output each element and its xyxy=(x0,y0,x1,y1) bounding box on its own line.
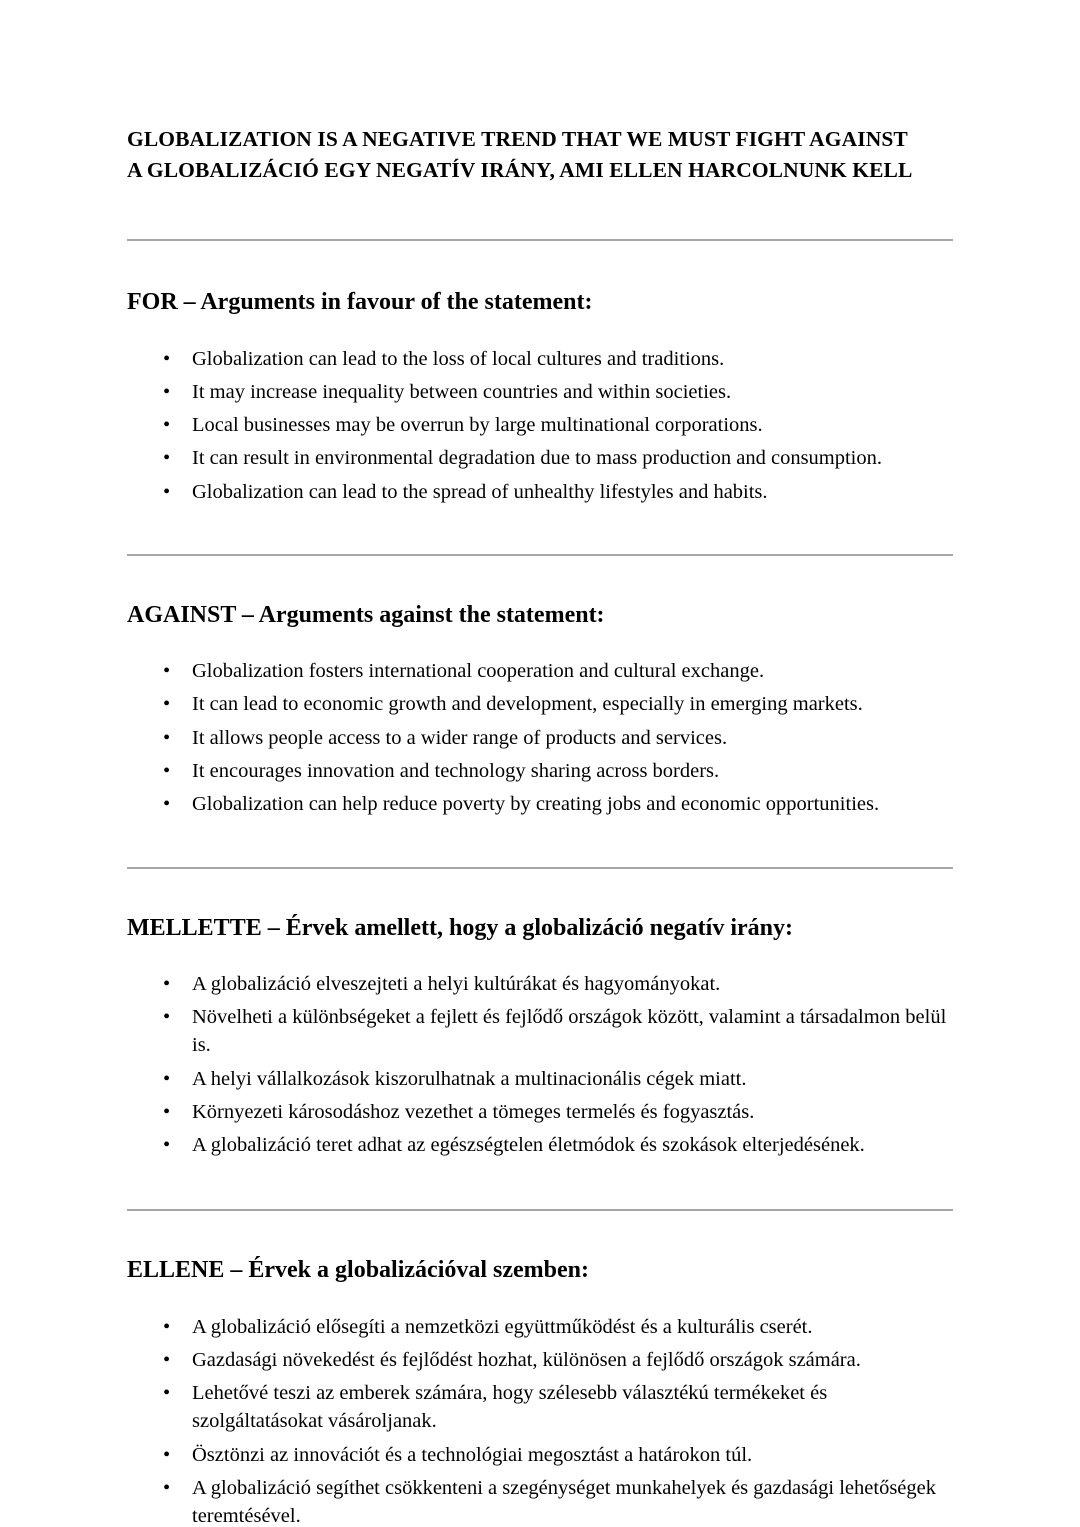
list-item-text: Növelheti a különbségeket a fejlett és fejlődő országok között, valamint a társadalmon belül is. xyxy=(192,1006,947,1057)
document-content xyxy=(127,0,953,1527)
bullet-icon: • xyxy=(163,759,171,782)
list-item-text: It allows people access to a wider range of products and services. xyxy=(192,726,728,749)
list-item-text: Local businesses may be overrun by large multinational corporations. xyxy=(192,414,763,437)
bullet-icon: • xyxy=(163,793,171,816)
list-item-text: It can lead to economic growth and development, especially in emerging markets. xyxy=(192,693,863,716)
bullet-icon: • xyxy=(163,693,171,716)
bullet-icon: • xyxy=(163,1067,171,1090)
bullet-icon: • xyxy=(163,660,171,683)
list-item-text: Környezeti károsodáshoz vezethet a tömeges termelés és fogyasztás. xyxy=(192,1100,755,1123)
list-item-text: Globalization can lead to the spread of unhealthy lifestyles and habits. xyxy=(192,480,768,503)
list-item-text: Globalization can lead to the loss of local cultures and traditions. xyxy=(192,347,725,370)
page-title-line-hungarian: A GLOBALIZÁCIÓ EGY NEGATÍV IRÁNY, AMI ELLEN HARCOLNUNK KELL xyxy=(127,158,913,183)
list-item xyxy=(127,657,953,685)
bullet-icon: • xyxy=(163,414,171,437)
page-title-line-english: GLOBALIZATION IS A NEGATIVE TREND THAT WE MUST FIGHT AGAINST xyxy=(127,127,908,151)
list-item-text: A helyi vállalkozások kiszorulhatnak a multinacionális cégek miatt. xyxy=(192,1067,747,1090)
list-item-text: A globalizáció segíthet csökkenteni a szegénységet munkahelyek és gazdasági lehetőségek teremtésével. xyxy=(192,1477,936,1527)
list-item xyxy=(127,1065,953,1093)
bullet-icon: • xyxy=(163,480,171,503)
bullet-icon: • xyxy=(163,1477,171,1499)
list-item-text: It can result in environmental degradation due to mass production and consumption. xyxy=(192,447,883,470)
bullet-icon: • xyxy=(163,1315,171,1338)
argument-list-for xyxy=(127,319,953,506)
list-item xyxy=(127,1131,953,1159)
bullet-icon: • xyxy=(163,1382,171,1405)
bullet-icon: • xyxy=(163,972,171,995)
section-heading-against: AGAINST – Arguments against the statement: xyxy=(127,601,605,628)
list-item xyxy=(127,690,953,718)
bullet-icon: • xyxy=(163,1100,171,1123)
list-item xyxy=(127,478,953,506)
list-item-text: It encourages innovation and technology sharing across borders. xyxy=(192,759,720,782)
bullet-icon: • xyxy=(163,726,171,749)
list-item xyxy=(127,790,953,818)
list-item-text: A globalizáció teret adhat az egészségtelen életmódok és szokások elterjedésének. xyxy=(192,1134,865,1157)
list-item-text: Lehetővé teszi az emberek számára, hogy szélesebb választékú termékeket és szolgáltatásokat vásároljanak. xyxy=(192,1382,828,1433)
list-item xyxy=(127,345,953,373)
list-item xyxy=(127,970,953,998)
list-item xyxy=(127,757,953,785)
bullet-icon: • xyxy=(163,1006,171,1028)
list-item-text: Globalization can help reduce poverty by creating jobs and economic opportunities. xyxy=(192,793,880,816)
list-item-text: It may increase inequality between countries and within societies. xyxy=(192,380,732,403)
list-item xyxy=(127,1441,953,1469)
list-item-text: A globalizáció elveszejteti a helyi kultúrákat és hagyományokat. xyxy=(192,972,721,995)
argument-list-against xyxy=(127,631,953,818)
list-item xyxy=(127,724,953,752)
section-heading-ellene: ELLENE – Érvek a globalizációval szemben: xyxy=(127,1257,589,1284)
argument-list-mellette xyxy=(127,944,953,1160)
list-item xyxy=(127,1379,953,1436)
page-title xyxy=(127,0,953,186)
list-item xyxy=(127,444,953,472)
bullet-icon: • xyxy=(163,1134,171,1157)
section-heading-for: FOR – Arguments in favour of the statement: xyxy=(127,289,593,316)
list-item-text: Gazdasági növekedést és fejlődést hozhat, különösen a fejlődő országok számára. xyxy=(192,1348,861,1371)
section-heading-mellette: MELLETTE – Érvek amellett, hogy a globalizáció negatív irány: xyxy=(127,914,793,941)
bullet-icon: • xyxy=(163,380,171,403)
list-item xyxy=(127,1313,953,1341)
bullet-icon: • xyxy=(163,347,171,370)
list-item-text: Ösztönzi az innovációt és a technológiai megosztást a határokon túl. xyxy=(192,1443,753,1466)
list-item xyxy=(127,1474,953,1527)
list-item xyxy=(127,1346,953,1374)
bullet-icon: • xyxy=(163,447,171,470)
list-item xyxy=(127,1003,953,1060)
list-item-text: A globalizáció elősegíti a nemzetközi együttműködést és a kulturális cserét. xyxy=(192,1315,813,1338)
list-item-text: Globalization fosters international cooperation and cultural exchange. xyxy=(192,660,765,683)
argument-list-ellene xyxy=(127,1287,953,1527)
list-item xyxy=(127,1098,953,1126)
list-item xyxy=(127,378,953,406)
list-item xyxy=(127,411,953,439)
bullet-icon: • xyxy=(163,1443,171,1466)
bullet-icon: • xyxy=(163,1348,171,1371)
